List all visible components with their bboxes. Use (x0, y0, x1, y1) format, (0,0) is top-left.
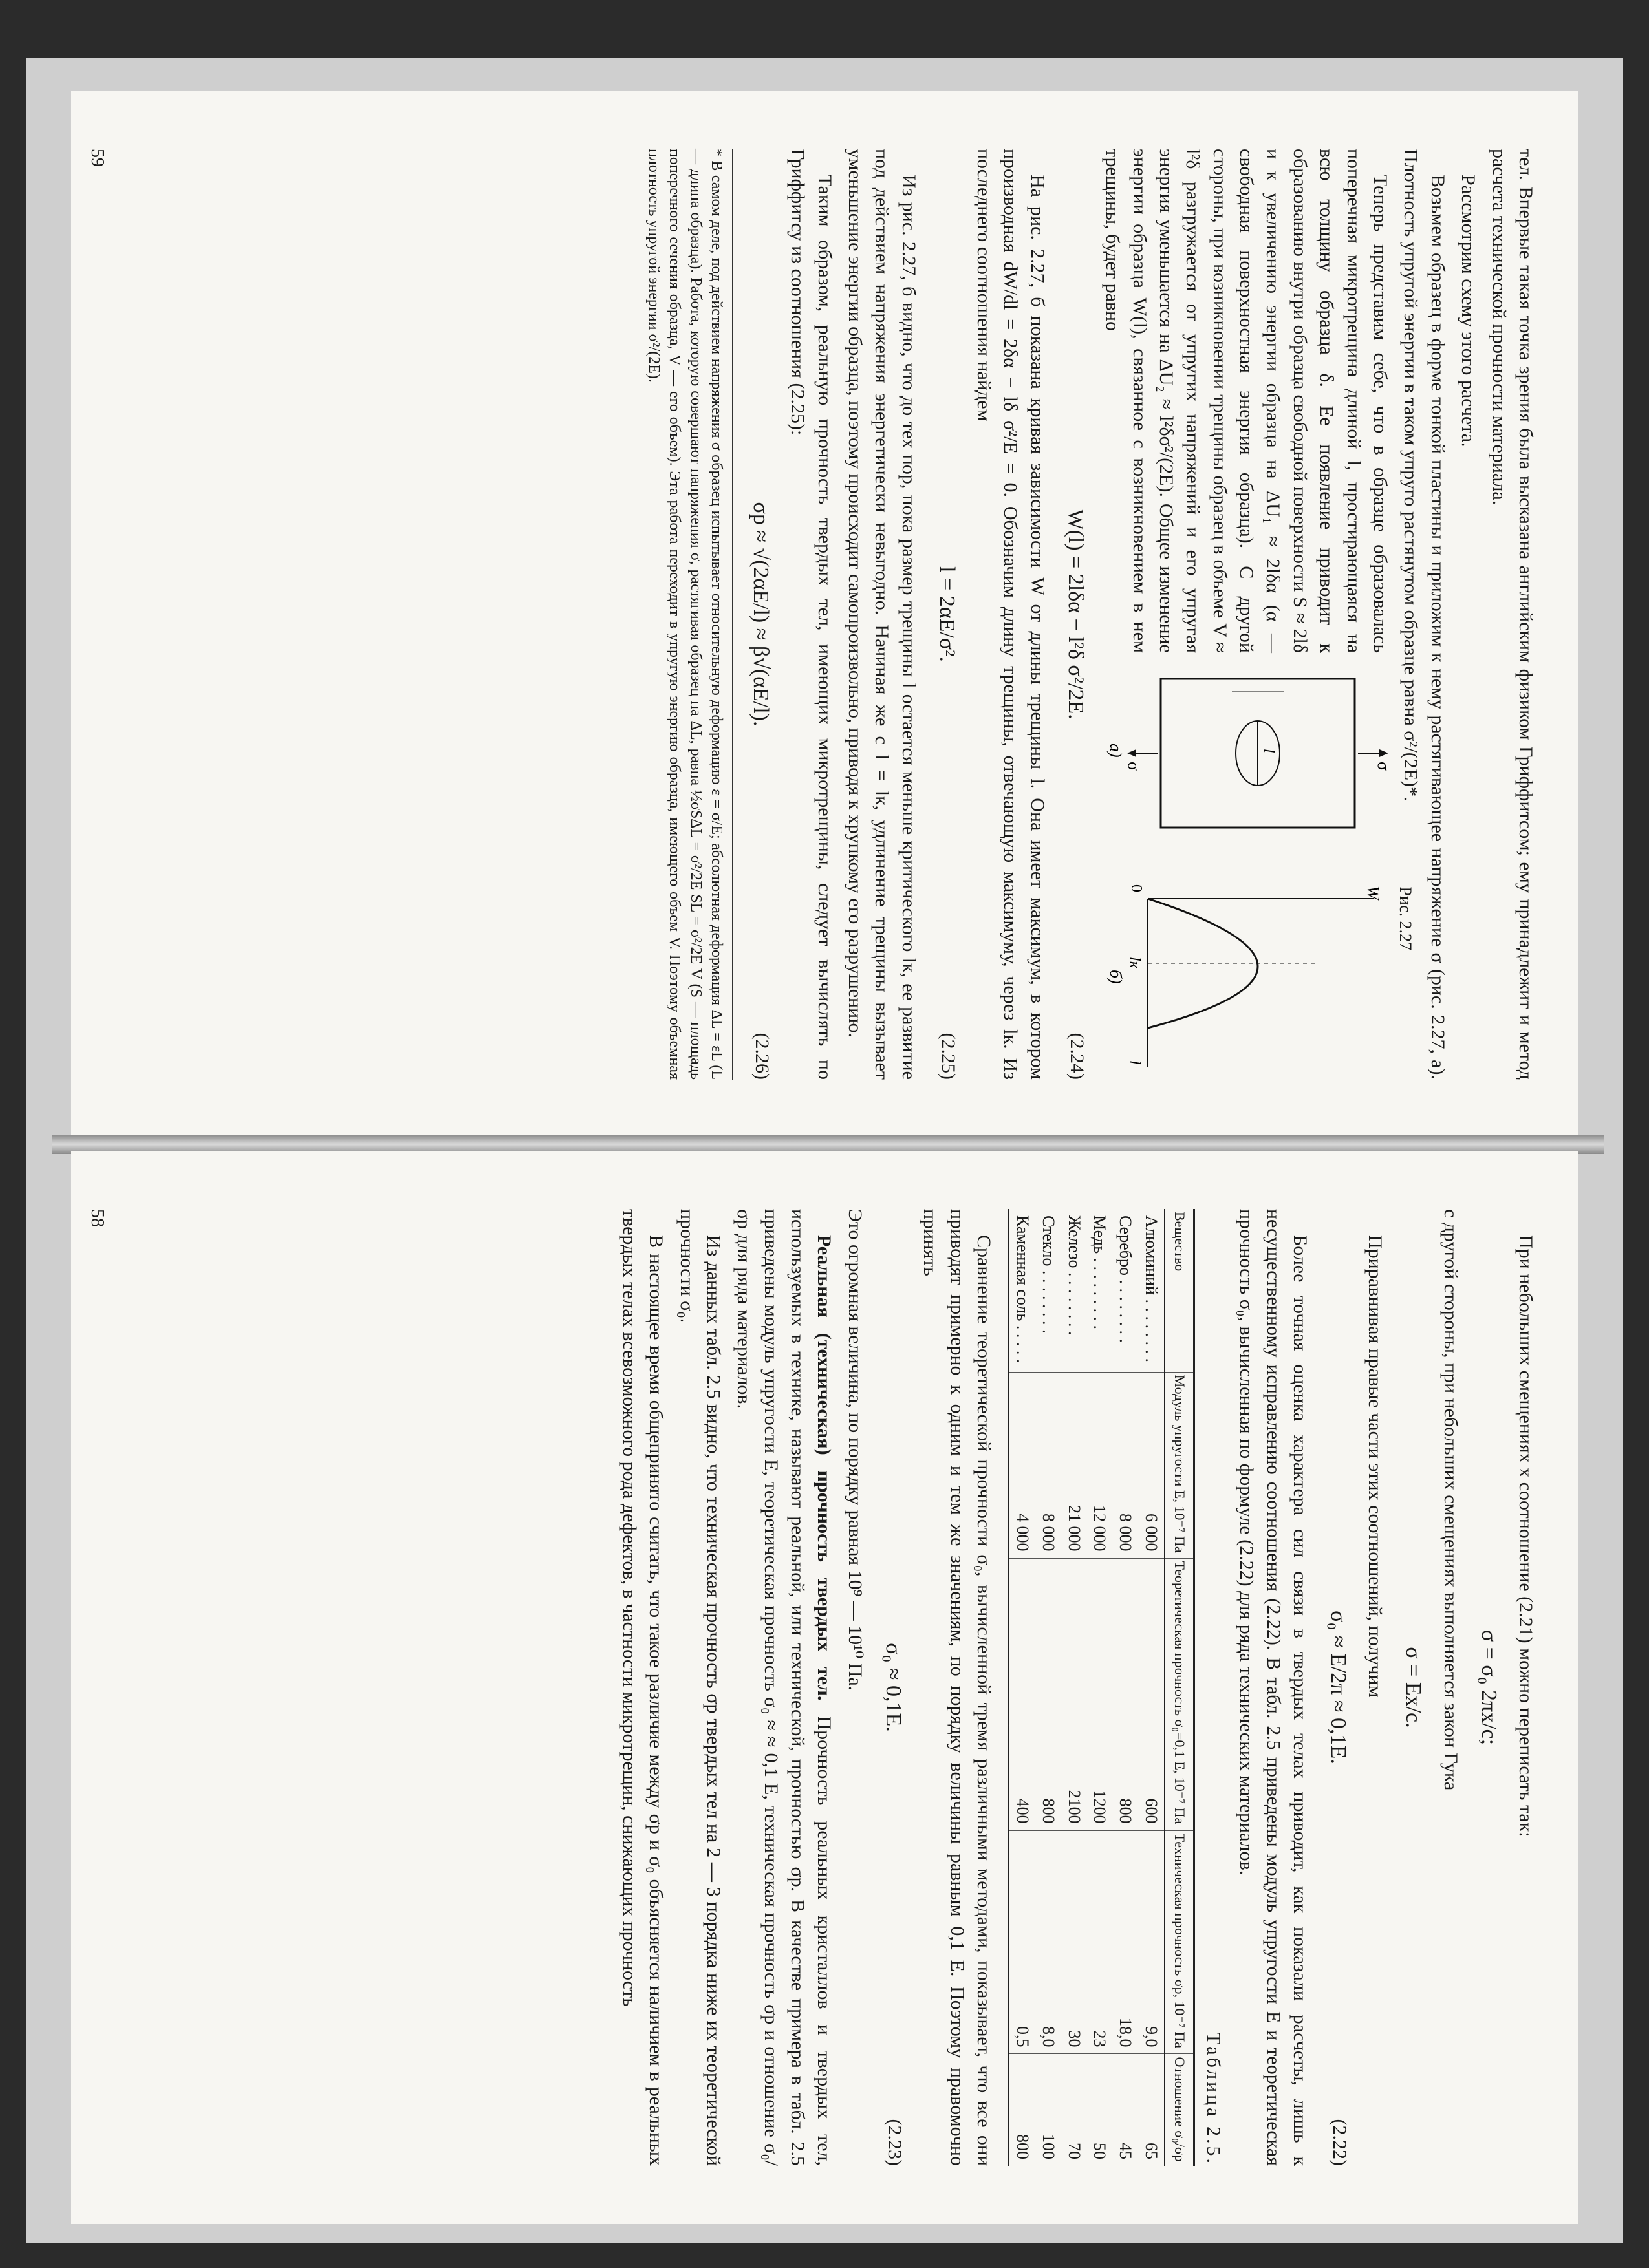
fig-w-axis: W (1364, 886, 1383, 900)
table-cell: 6 000 (1138, 1372, 1165, 1558)
paragraph: При небольших смещениях x соотношение (2.21) можно переписать так: (1515, 1235, 1536, 1837)
paragraph: Теперь представим себе, что в образце образовалась поперечная микротрещина длиной l, простирающаяся на всю толщину образца δ. Ее появление приводит к образованию внутри образца свободной поверхности S ≈ 2lδ и к увеличению энергии образца на ΔU₁ ≈ 2lδα (α — свободная поверхностная энергия образца). С другой стороны, при возникновении трещины образец в объеме V ≈ l²δ разгружается от упругих напряжений и его упругая энергия уменьшается на ΔU₂ ≈ l²δσ²/(2E). Общее изменение энергии образца W(l), связанное с возникновением в нем трещины, будет равно (1102, 149, 1392, 653)
table-cell: Медь . . . . . . . . . (1090, 1215, 1110, 1330)
table-cell: 45 (1112, 2054, 1138, 2166)
table-row (1035, 1209, 1061, 2166)
fig-sigma-top: σ (1374, 762, 1394, 771)
paragraph: На рис. 2.27, б показана кривая зависимости W от длины трещины l. Она имеет максимум, в котором производная dW/dl = 2δα − lδ σ²/E = 0. Обозначим длину трещины, отвечающую максимуму, через lк. Из последнего соотношения найдем (973, 149, 1048, 1080)
fig-origin: 0 (1128, 884, 1145, 892)
figure-caption: Рис. 2.27 (1396, 886, 1416, 950)
formula: σ = σ₀ 2πx/c; (1476, 1629, 1501, 1746)
formula-number: (2.23) (883, 2119, 905, 2166)
table-cell: 30 (1061, 1830, 1087, 2054)
table-cell: Каменная соль . . . . . (1008, 1209, 1035, 1372)
table-cell: 8,0 (1035, 1830, 1061, 2054)
table-header: Отношение σ₀/σр (1165, 2054, 1194, 2166)
table-header: Техническая прочность σр, 10⁻⁷ Па (1165, 1830, 1194, 2054)
paragraph: Сравнение теоретической прочности σ₀, вычисленной тремя различными методами, показывает, что все они приводят примерно к одним и тем же значениям, по порядку величины равным 0,1 E. Поэтому правомочно принять (920, 1209, 995, 2166)
page-59-content (71, 91, 1578, 1138)
formula-body: σ₀ ≈ E/2π ≈ 0,1E. (1326, 1610, 1351, 1764)
table-header: Модуль упругости E, 10⁻⁷ Па (1165, 1372, 1194, 1558)
table-cell: 4 000 (1008, 1372, 1035, 1558)
section-heading: Реальная (техническая) прочность твердых тел. (814, 1235, 835, 1701)
table-cell: Железо . . . . . . . . (1064, 1215, 1084, 1336)
table-row (1061, 1209, 1087, 2166)
table-cell: 800 (1112, 1558, 1138, 1830)
table-cell: 21 000 (1061, 1372, 1087, 1558)
paragraph-text: Прочность реальных кристаллов и твердых тел, используемых в технике, называют реальной, или технической, прочностью σр. В качестве примера в табл. 2.5 приведены модуль упругости E, теоретическая прочность σ₀ ≈ ≈ 0,1 E, техническая прочность σр и отношение σ₀/σр для ряда материалов. (733, 1209, 835, 2166)
table-cell: 2100 (1061, 1558, 1087, 1830)
figure-2-27 (1106, 666, 1416, 1080)
fig-crack-length: l (1260, 749, 1278, 753)
table-cell: Стекло . . . . . . . . (1039, 1215, 1058, 1334)
paragraph: Более точная оценка характера сил связи в твердых телах приводит, как показали расчеты, лишь к несущественному исправлению соотношения (2.22). В табл. 2.5 приведены модуль упругости E и теоретическая прочность σ₀, вычисленная по формуле (2.22) для ряда технических материалов. (1236, 1209, 1311, 2166)
paragraph: тел. Впервые такая точка зрения была высказана английским физиком Гриффитсом; ему принадлежит и метод расчета технической прочности материала. (1488, 149, 1536, 1080)
page-number: 58 (87, 1209, 107, 1227)
table-cell: 100 (1035, 2054, 1061, 2166)
fig-sigma-bottom: σ (1125, 762, 1144, 771)
table-cell: 8 000 (1112, 1372, 1138, 1558)
table-cell: 12 000 (1087, 1372, 1113, 1558)
paragraph: Рассмотрим схему этого расчета. (1458, 175, 1480, 447)
table-cell: 70 (1061, 2054, 1087, 2166)
formula-body: σ₀ ≈ 0,1E. (881, 1643, 905, 1732)
fig-label-b: б) (1106, 970, 1126, 984)
table-cell: Алюминий . . . . . . . . (1142, 1215, 1161, 1362)
table-row (1138, 1209, 1165, 2166)
fig-lk: lк (1126, 957, 1143, 968)
paragraph: с другой стороны, при небольших смещениях выполняется закон Гука (1439, 1209, 1461, 1791)
formula: σ = Ex/c. (1401, 1647, 1426, 1728)
table-cell: 9,0 (1138, 1830, 1165, 2054)
table-cell: 800 (1035, 1558, 1061, 1830)
formula-number: (2.22) (1329, 2119, 1351, 2166)
paragraph: Приравнивая правые части этих соотношений, получим (1364, 1235, 1386, 1698)
paragraph: Это огромная величина, по порядку равная 10⁹ — 10¹⁰ Па. (844, 1209, 866, 1691)
formula-2-23 (878, 1209, 908, 2166)
table-header: Вещество (1165, 1209, 1194, 1372)
page-58 (71, 1151, 1578, 2224)
page-58-content (71, 1151, 1578, 2224)
formula-2-22 (1322, 1209, 1353, 2166)
fig-l-axis: l (1126, 1060, 1143, 1065)
formula-number: (2.26) (751, 1032, 773, 1080)
table-cell: 1200 (1087, 1558, 1113, 1830)
page-59 (71, 91, 1578, 1138)
table-cell: 18,0 (1112, 1830, 1138, 2054)
table-cell: 800 (1008, 2054, 1035, 2166)
table-cell: 50 (1087, 2054, 1113, 2166)
table-row (1008, 1209, 1035, 2166)
formula-number: (2.24) (1066, 1032, 1088, 1080)
table-cell: 600 (1138, 1558, 1165, 1830)
paragraph: Таким образом, реальную прочность твердых тел, имеющих микротрещины, следует вычислять по Гриффитсу из соотношения (2.25): (787, 149, 835, 1080)
paragraph: В настоящее время общепринято считать, что такое различие между σр и σ₀ объясняется наличием в реальных твердых телах всевозможного рода дефектов, в частности микротрещин, снижающих прочность (618, 1209, 667, 2166)
table-cell: 8 000 (1035, 1372, 1061, 1558)
formula-2-24 (1060, 149, 1090, 1080)
formula-body: σр ≈ √(2αE/l) ≈ β√(αE/l). (748, 502, 773, 727)
table-cell: 65 (1138, 2054, 1165, 2166)
paragraph: Из данных табл. 2.5 видно, что техническая прочность σр твердых тел на 2 — 3 порядка ниже их теоретической прочности σ₀. (676, 1209, 724, 2166)
paragraph: Из рис. 2.27, б видно, что до тех пор, пока размер трещины l остается меньше критического lк, ее развитие под действием напряжения энергетически невыгодно. Начиная же с l = lк, удлинение трещины вызывает уменьшение энергии образца, поэтому происходит самопроизвольно, приводя к хрупкому его разрушению. (844, 149, 920, 1080)
figure-diagram (1106, 666, 1394, 1080)
book-scan (26, 58, 1623, 2243)
table-cell: Серебро . . . . . . . . (1116, 1215, 1136, 1343)
formula-2-26 (745, 149, 775, 1080)
paragraph (731, 1209, 838, 2166)
table-row (1087, 1209, 1113, 2166)
paragraph: Возьмем образец в форме тонкой пластины и приложим к нему растягивающее напряжение σ (рис. 2.27, а). Плотность упругой энергии в таком упруго растянутом образце равна σ²/(2E)*. (1400, 149, 1449, 1080)
fig-label-a: а) (1106, 744, 1126, 758)
table-2-5 (1008, 1209, 1195, 2166)
table-row (1112, 1209, 1138, 2166)
formula-number: (2.25) (937, 1032, 959, 1080)
table-caption: Таблица 2.5. (1202, 2032, 1224, 2166)
formula-body: l = 2αE/σ². (934, 566, 959, 662)
table-cell: 23 (1087, 1830, 1113, 2054)
formula-body: W(l) = 2lδα − l²δ σ²/2E. (1063, 509, 1088, 720)
table-cell: 0,5 (1008, 1830, 1035, 2054)
page-number: 59 (87, 149, 107, 167)
table-header: Теоретическая прочность σ₀=0,1 E, 10⁻⁷ Па (1165, 1558, 1194, 1830)
footnote: * В самом деле, под действием напряжения σ образец испытывает относительную деформацию ε = σ/E; абсолютная деформация ΔL = εL (L — длина образца). Работа, которую совершают напряжения σ, растягивая образец на ΔL, равна ½σSΔL = σ²/2E SL = σ²/2E V (S — площадь поперечного сечения образца, V — его объем). Эта работа переходит в упругую энергию образца, имеющего объем V. Поэтому объемная плотность упругой энергии σ²/(2E). (643, 149, 733, 1080)
table-cell: 400 (1008, 1558, 1035, 1830)
formula-2-25 (931, 149, 962, 1080)
